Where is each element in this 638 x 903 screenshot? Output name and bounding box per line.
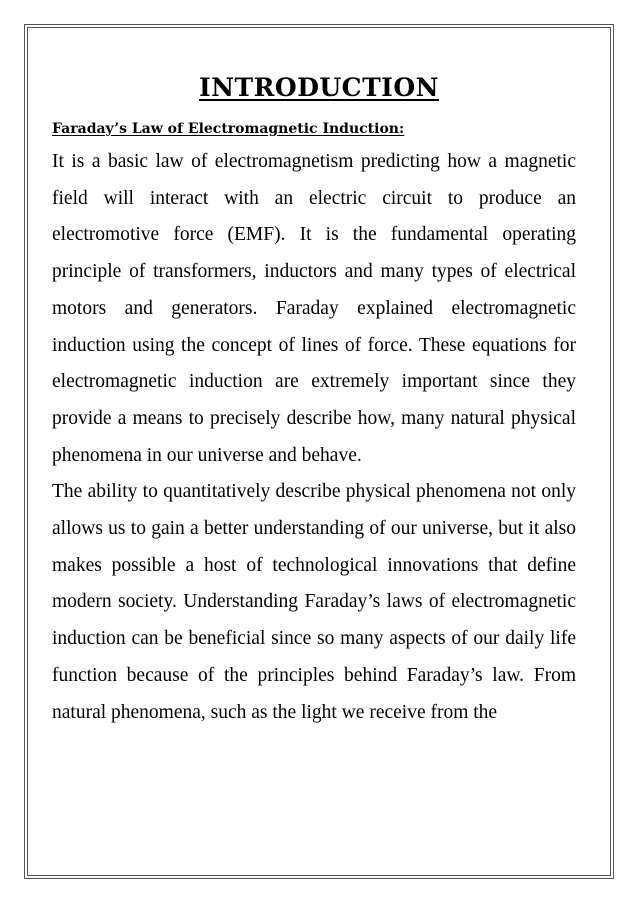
paragraph-2: The ability to quantitatively describe physical phenomena not only allows us to gain a better understanding of our universe, but it also makes possible a host of technological innovations that define modern society. Understanding Faraday’s laws of electromagnetic induction can be beneficial since so many aspects of our daily life function because of the principles behind Faraday’s law. From natural phenomena, such as the light we receive from the [52,481,576,723]
section-heading: Faraday’s Law of Electromagnetic Induction: [52,121,405,137]
paragraph-1: It is a basic law of electromagnetism predicting how a magnetic field will interact with an electric circuit to produce an electromotive force (EMF). It is the fundamental operating principle of transformers, inductors and many types of electrical motors and generators. Faraday explained electromagnetic induction using the concept of lines of force. These equations for electromagnetic induction are extremely important since they provide a means to precisely describe how, many natural physical phenomena in our universe and behave. [52,151,576,466]
page-title: INTRODUCTION [198,73,439,102]
page-content [52,70,576,731]
